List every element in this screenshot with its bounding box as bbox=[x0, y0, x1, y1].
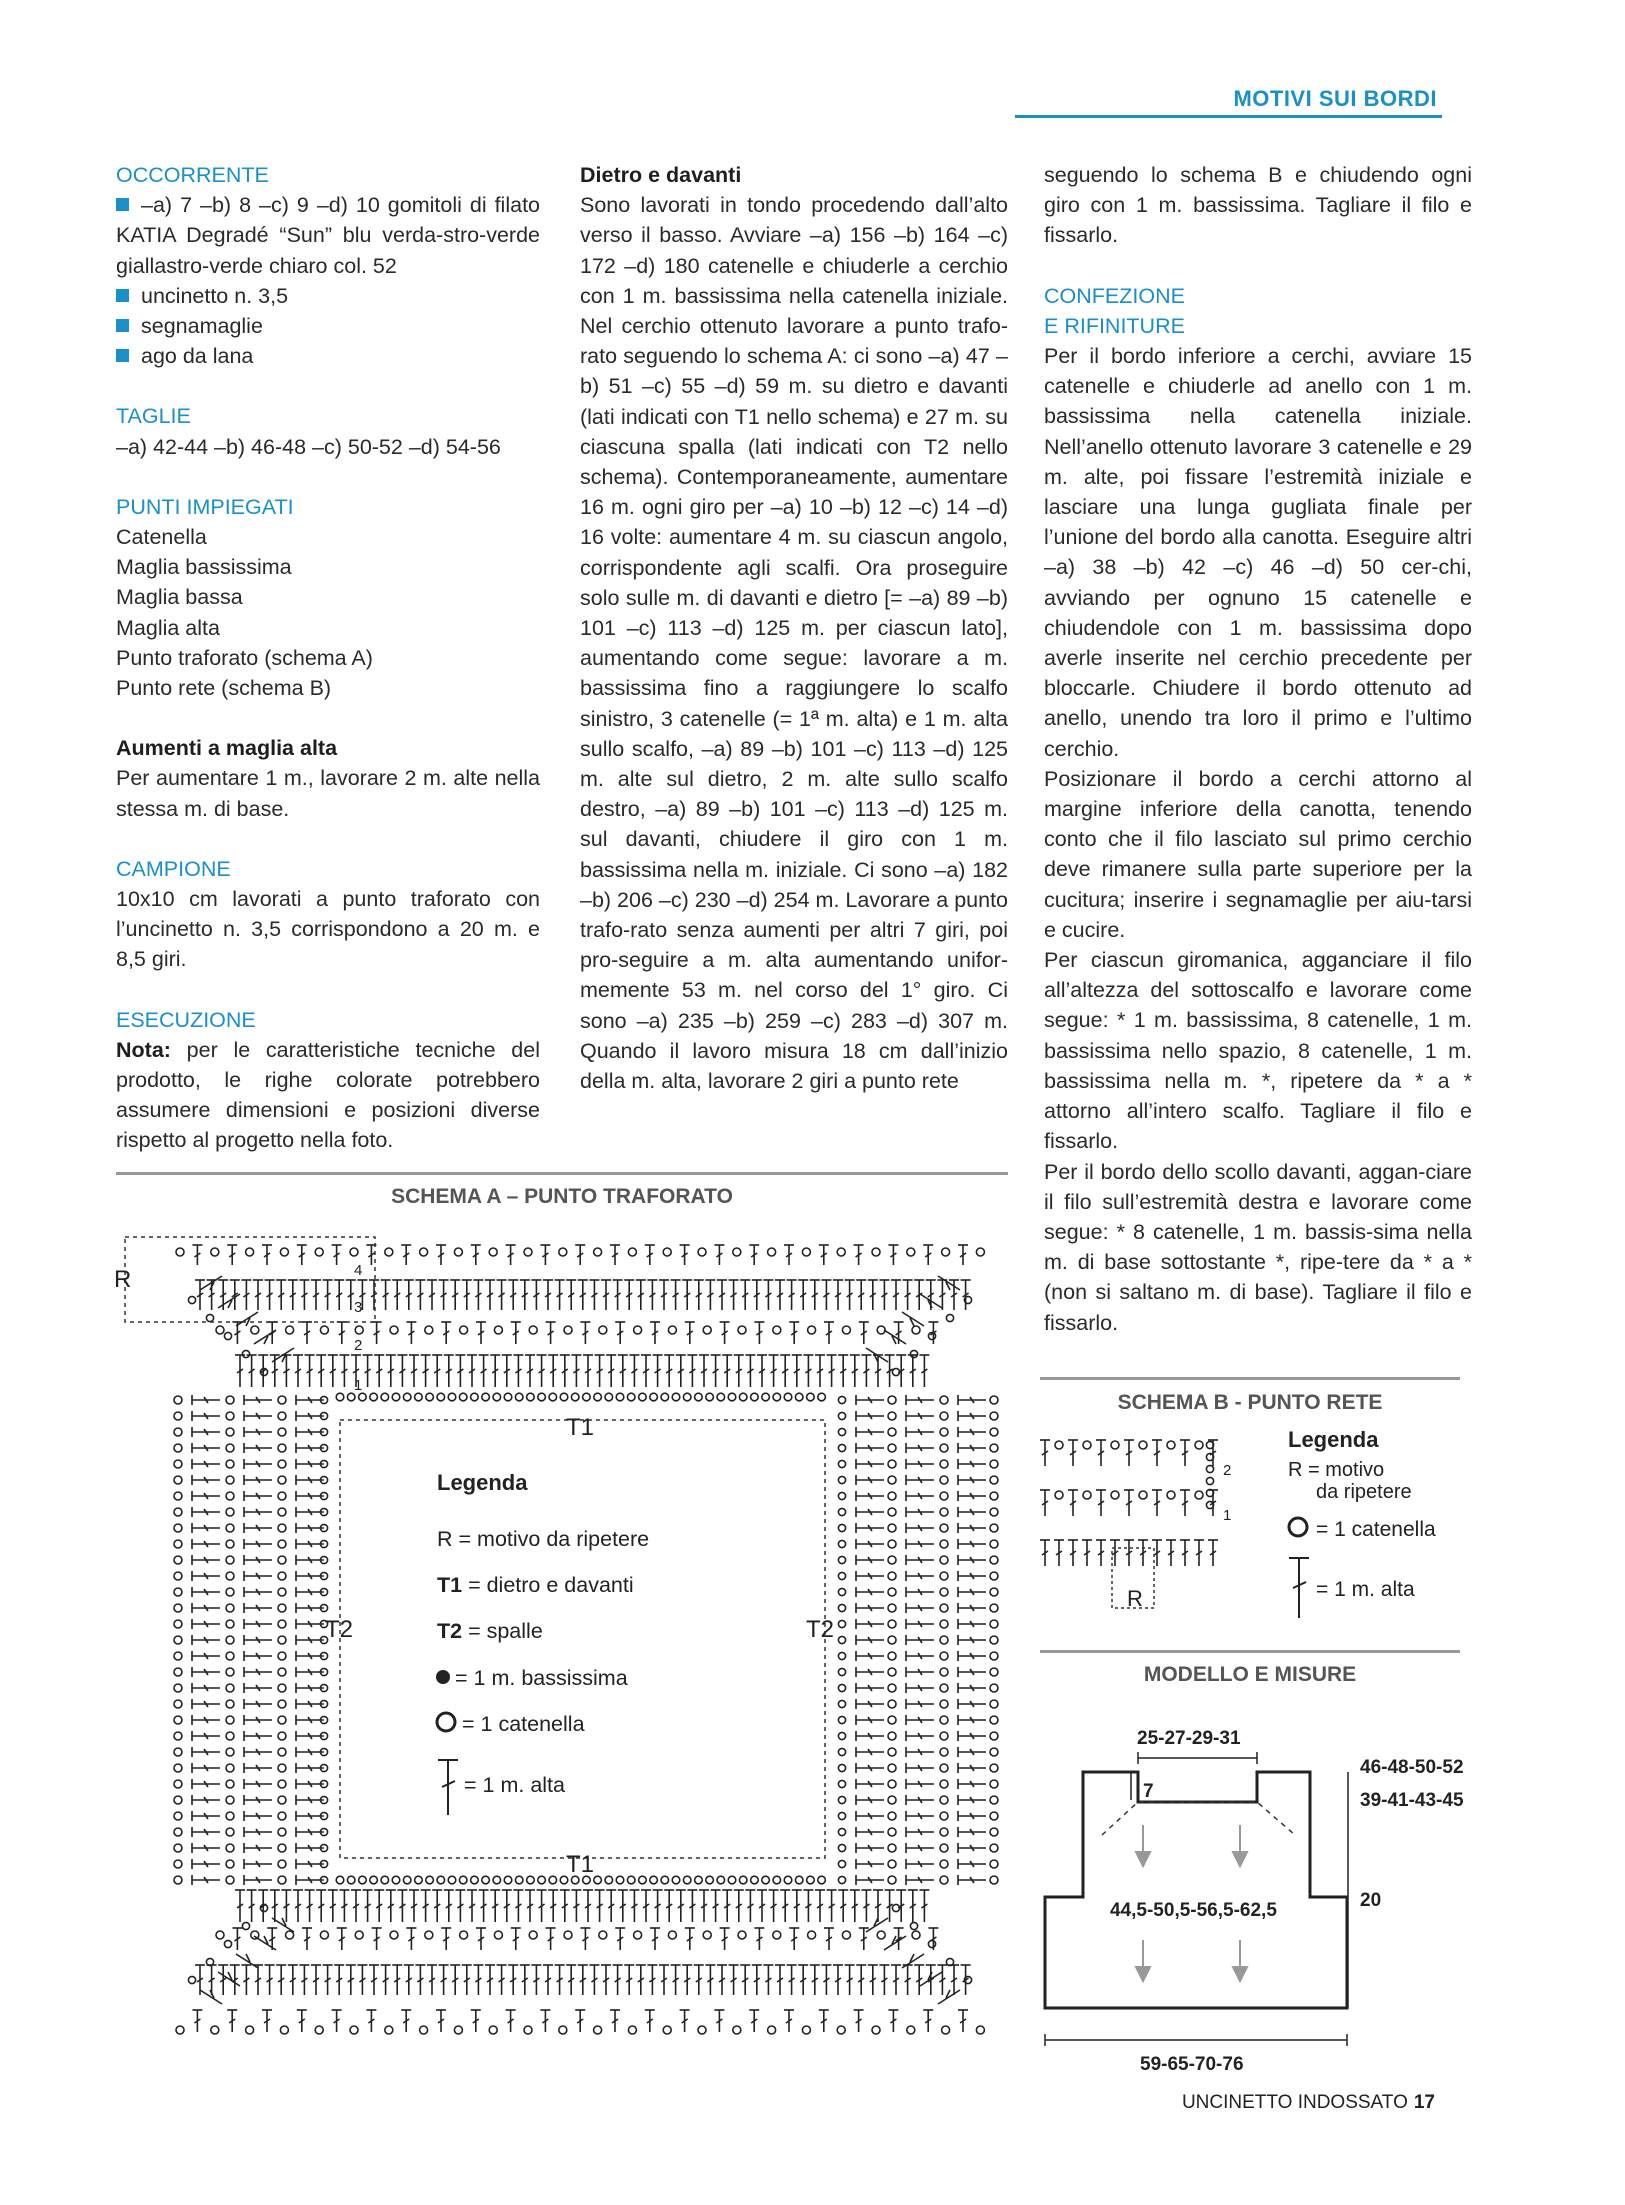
aumenti-text: Per aumentare 1 m., lavorare 2 m. alte nella stessa m. di base. bbox=[116, 766, 540, 821]
aumenti-heading: Aumenti a maglia alta bbox=[116, 736, 338, 761]
magazine-name: UNCINETTO INDOSSATO bbox=[1181, 2092, 1408, 2113]
confezione-paragraph-1: Per il bordo inferiore a cerchi, avviare 15 catenelle e chiuderle ad anello con 1 m. bassissima nella catenella iniziale. Nell’anello ottenuto lavorare 3 catenelle e 29 m. alte, poi fissare l’estremità iniziale e lasciare una lunga gugliata finale per l’unione del bordo alla canotta. Eseguire altri –a) 38 –b) 42 –c) 46 –d) 50 cer-chi, avviando per ognuno 15 catenelle e chiudendole con 1 m. bassissima dopo averle inserite nel cerchio precedente per bloccarle. Chiudere il bordo ottenuto ad anello, unendo tra loro il primo e l’ultimo cerchio. bbox=[1044, 344, 1472, 761]
dimension-lines bbox=[1045, 1752, 1348, 2046]
row-number-2: 2 bbox=[354, 1337, 363, 1354]
confezione-paragraph-3: Per ciascun giromanica, agganciare il filo all’altezza del sottoscalfo e lavorare come segue: * 1 m. bassissima, 8 catenelle, 1 m. bassissima nello spazio, 8 catenelle, 1 m. bassissima nella m. *, ripetere da * a * attorno all’intero scalfo. Tagliare il filo e fissarlo. bbox=[1044, 948, 1472, 1154]
legend-a-repeat: R = motivo da ripetere bbox=[437, 1527, 650, 1551]
t1-top-label: T1 bbox=[566, 1414, 595, 1441]
legend-a-t1: T1 = dietro e davanti bbox=[437, 1573, 634, 1597]
strap-height-label: 7 bbox=[1143, 1781, 1154, 1802]
row-number-4: 4 bbox=[354, 1262, 363, 1279]
punti-item: Maglia bassa bbox=[116, 585, 243, 610]
punti-item: Punto traforato (schema A) bbox=[116, 645, 373, 670]
schema-b-continuation: seguendo lo schema B e chiudendo ogni giro con 1 m. bassissima. Tagliare il filo e fissarlo. bbox=[1044, 163, 1472, 248]
punti-item: Catenella bbox=[116, 525, 207, 550]
taglie-heading: TAGLIE bbox=[116, 404, 191, 429]
legend-a-dc: = 1 m. alta bbox=[464, 1773, 565, 1797]
confezione-paragraph-2: Posizionare il bordo a cerchi attorno al margine inferiore della canotta, tenendo conto che il filo lasciato sul primo cerchio deve rimanere sulla parte superiore per la cucitura; inserire i segnamaglie per aiu-tarsi e cucire. bbox=[1044, 766, 1472, 942]
rifiniture-heading: E RIFINITURE bbox=[1044, 313, 1185, 338]
bottom-width-label: 59-65-70-76 bbox=[1140, 2054, 1244, 2075]
legend-a-ch: = 1 catenella bbox=[462, 1712, 585, 1736]
legend-b-title: Legenda bbox=[1288, 1427, 1379, 1452]
side-height-label-2: 39-41-43-45 bbox=[1360, 1790, 1464, 1811]
t2-left-label: T2 bbox=[325, 1616, 354, 1643]
lower-height-label: 20 bbox=[1360, 1890, 1382, 1911]
t2-right-label: T2 bbox=[806, 1616, 835, 1643]
punti-item: Punto rete (schema B) bbox=[116, 676, 332, 701]
campione-heading: CAMPIONE bbox=[116, 856, 231, 881]
confezione-paragraph-4: Per il bordo dello scollo davanti, aggan-ciare il filo sull’estremità destra e lavorare come segue: * 8 catenelle, 1 m. bassis-sima nella m. di base sottostante *, ripe-tere da * a * (non si saltano m. di base). Tagliare il filo e fissarlo. bbox=[1044, 1159, 1472, 1335]
nota-text: per le caratteristiche tecniche del prodotto, le righe colorate potrebbero assumere dimensioni e posizioni diverse rispetto al progetto nella foto. bbox=[116, 1037, 540, 1153]
occorrente-item-4: ago da lana bbox=[116, 341, 540, 371]
dietro-davanti-heading: Dietro e davanti bbox=[580, 163, 742, 187]
legend-a-title: Legenda bbox=[437, 1470, 528, 1495]
legend-b-repeat: R = motivo bbox=[1288, 1459, 1385, 1481]
modello-title: MODELLO E MISURE bbox=[1143, 1663, 1357, 1686]
row-number-b-2: 2 bbox=[1223, 1462, 1232, 1479]
punti-heading: PUNTI IMPIEGATI bbox=[116, 494, 294, 519]
row-number-3: 3 bbox=[354, 1299, 363, 1316]
legend-a-ss: = 1 m. bassissima bbox=[455, 1666, 628, 1690]
confezione-heading: CONFEZIONE bbox=[1044, 283, 1185, 308]
repeat-label-b: R bbox=[1127, 1586, 1143, 1611]
page-number: 17 bbox=[1413, 2092, 1435, 2113]
section-title: MOTIVI SUI BORDI bbox=[1233, 86, 1437, 111]
top-width-label: 25-27-29-31 bbox=[1137, 1728, 1241, 1749]
legend-b-repeat-2: da ripetere bbox=[1316, 1481, 1412, 1503]
nota-label: Nota: bbox=[116, 1037, 171, 1062]
row-number-1: 1 bbox=[354, 1377, 363, 1394]
schema-a-title: SCHEMA A – PUNTO TRAFORATO bbox=[391, 1185, 733, 1208]
punti-item: Maglia bassissima bbox=[116, 555, 292, 580]
schema-b-title: SCHEMA B - PUNTO RETE bbox=[1117, 1391, 1383, 1414]
punti-item: Maglia alta bbox=[116, 615, 220, 640]
legend-b-dc: = 1 m. alta bbox=[1316, 1578, 1415, 1601]
mid-width-label: 44,5-50,5-56,5-62,5 bbox=[1110, 1900, 1277, 1921]
repeat-label: R bbox=[114, 1266, 132, 1293]
occorrente-item-3: segnamaglie bbox=[116, 311, 540, 341]
esecuzione-heading: ESECUZIONE bbox=[116, 1007, 256, 1032]
side-height-label-1: 46-48-50-52 bbox=[1360, 1757, 1464, 1778]
occorrente-item-2: uncinetto n. 3,5 bbox=[116, 281, 540, 311]
page-footer bbox=[1182, 2092, 1435, 2114]
occorrente-item-1: –a) 7 –b) 8 –c) 9 –d) 10 gomitoli di filato KATIA Degradé “Sun” blu verda-stro-verde giallastro-verde chiaro col. 52 bbox=[116, 193, 540, 278]
t1-bottom-label: T1 bbox=[566, 1851, 595, 1878]
campione-text: 10x10 cm lavorati a punto traforato con l’uncinetto n. 3,5 corrispondono a 20 m. e 8,5 giri. bbox=[116, 887, 540, 972]
taglie-text: –a) 42-44 –b) 46-48 –c) 50-52 –d) 54-56 bbox=[116, 434, 501, 459]
garment-outline bbox=[1045, 1772, 1347, 2008]
neckline-dashed bbox=[1102, 1802, 1295, 1835]
legend-b-ch: = 1 catenella bbox=[1316, 1518, 1436, 1541]
legend-a-t2: T2 = spalle bbox=[437, 1619, 543, 1643]
occorrente-heading: OCCORRENTE bbox=[116, 163, 269, 187]
row-number-b-1: 1 bbox=[1223, 1507, 1232, 1524]
dietro-davanti-text: Sono lavorati in tondo procedendo dall’alto verso il basso. Avviare –a) 156 –b) 164 –c) 172 –d) 180 catenelle e chiuderle a cerchio con 1 m. bassissima nella catenella iniziale. Nel cerchio ottenuto lavorare a punto trafo-rato seguendo lo schema A: ci sono –a) 47 –b) 51 –c) 55 –d) 59 m. su dietro e davanti (lati indicati con T1 nello schema) e 27 m. su ciascuna spalla (lati indicati con T2 nello schema). Contemporaneamente, aumentare 16 m. ogni giro per –a) 10 –b) 12 –c) 14 –d) 16 volte: aumentare 4 m. su ciascun angolo, corrispondente agli scalfi. Ora proseguire solo sulle m. di davanti e dietro [= –a) 89 –b) 101 –c) 113 –d) 125 m. per ciascun lato], aumentando come segue: lavorare a m. bassissima fino a raggiungere lo scalfo sinistro, 3 catenelle (= 1ª m. alta) e 1 m. alta sullo scalfo, –a) 89 –b) 101 –c) 113 –d) 125 m. alte sul dietro, 2 m. alte sullo scalfo destro, –a) 89 –b) 101 –c) 113 –d) 125 m. sul davanti, chiudere il giro con 1 m. bassissima nella m. iniziale. Ci sono –a) 182 –b) 206 –c) 230 –d) 254 m. Lavorare a punto trafo-rato senza aumenti per altri 7 giri, poi pro-seguire a m. alta aumentando unifor-memente 53 m. nel corso del 1° giro. Ci sono –a) 235 –b) 259 –c) 283 –d) 307 m. Quando il lavoro misura 18 cm dall’inizio della m. alta, lavorare 2 giri a punto rete bbox=[580, 193, 1008, 1094]
